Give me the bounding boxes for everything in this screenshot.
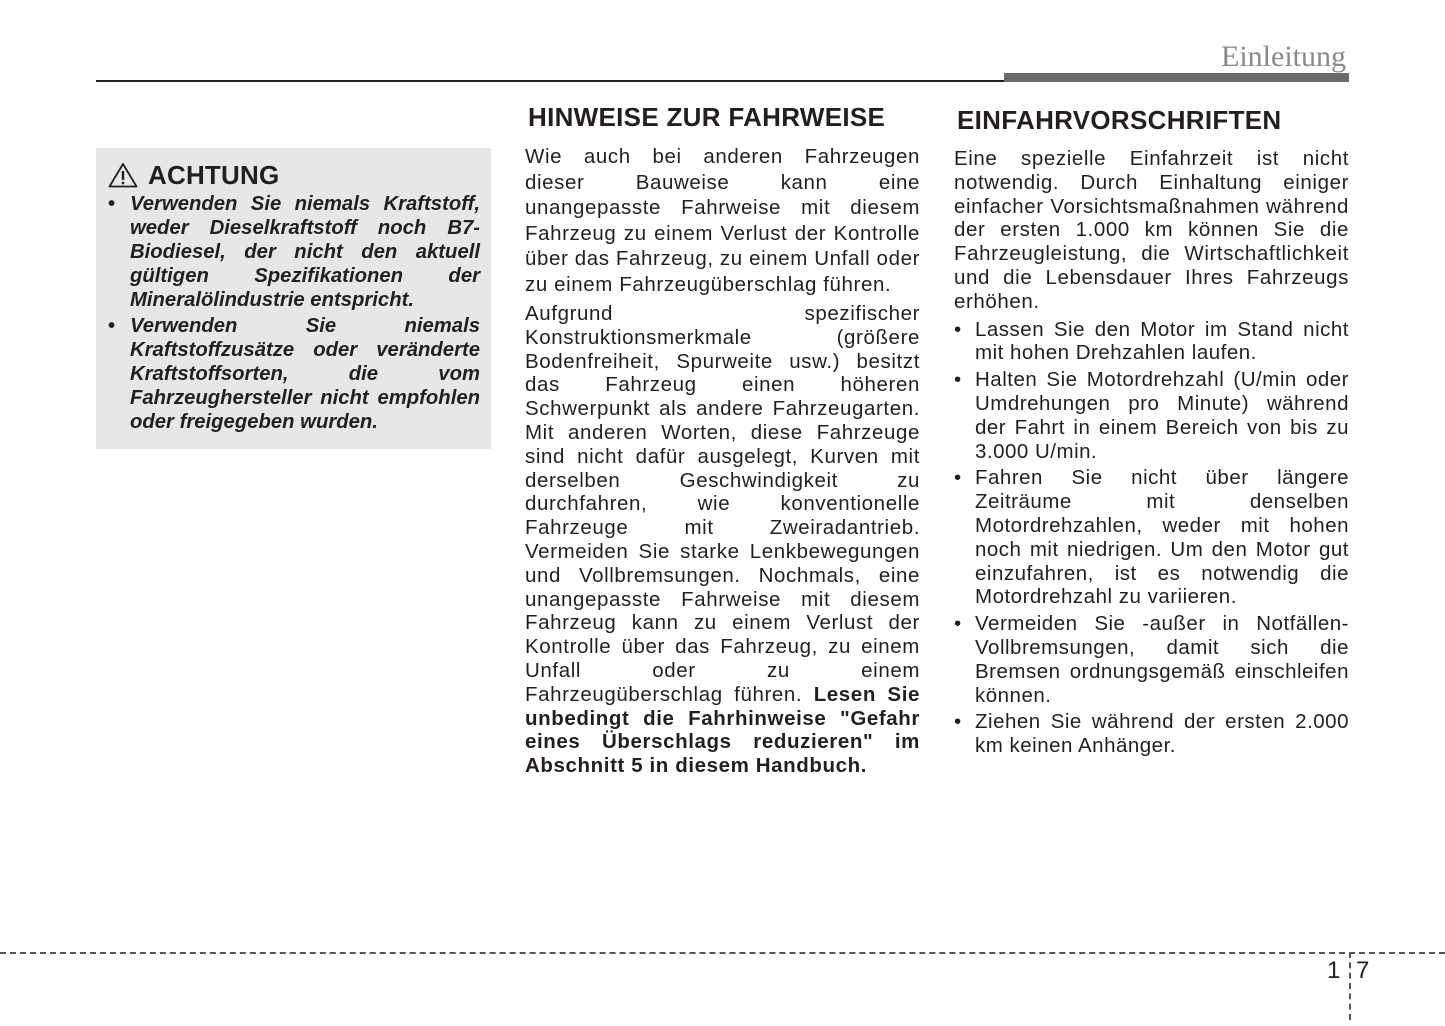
warning-header [108, 158, 480, 192]
breakin-heading: EINFAHRVORSCHRIFTEN [957, 105, 1282, 135]
warning-title: ACHTUNG [148, 159, 280, 190]
breakin-item: • Halten Sie Motordrehzahl (U/min oder Umdrehungen pro Minute) während der Fahrt in einem Bereich von bis zu 3.000 U/min. [954, 368, 1349, 463]
warning-item: • Verwenden Sie niemals Kraftstoff, weder Dieselkraftstoff noch B7-Biodiesel, der nicht den aktuell gültigen Spezifikationen der Mineralölindustrie entspricht. [108, 192, 480, 312]
header-rule [96, 80, 1006, 82]
breakin-intro: Eine spezielle Einfahrzeit ist nicht notwendig. Durch Einhaltung einiger einfacher Vorsichtsmaßnahmen während der ersten 1.000 km können Sie die Fahrzeugleistung, die Wirtschaftlichkeit und die Lebensdauer Ihres Fahrzeugs erhöhen. [954, 147, 1349, 313]
page-number-divider [1349, 952, 1351, 1020]
running-header: Einleitung [1221, 40, 1346, 73]
warning-triangle-icon [108, 162, 138, 188]
breakin-item: • Vermeiden Sie -außer in Notfällen- Vollbremsungen, damit sich die Bremsen ordnungsgemäß einschleifen können. [954, 612, 1349, 707]
breakin-item: • Ziehen Sie während der ersten 2.000 km keinen Anhänger. [954, 710, 1349, 758]
warning-item: • Verwenden Sie niemals Kraftstoffzusätze oder veränderte Kraftstoffsorten, die vom Fahrzeughersteller nicht empfohlen oder freigegeben wurden. [108, 314, 480, 434]
breakin-section [954, 100, 1349, 761]
driving-paragraph-2 [525, 302, 920, 778]
header-rule-accent [1004, 73, 1349, 82]
breakin-item: • Lassen Sie den Motor im Stand nicht mit hohen Drehzahlen laufen. [954, 318, 1349, 366]
breakin-list [954, 318, 1349, 758]
driving-section [525, 100, 920, 778]
footer-rule [0, 952, 1445, 954]
breakin-item: • Fahren Sie nicht über längere Zeiträume mit denselben Motordrehzahlen, weder mit hohen noch mit niedrigen. Um den Motor gut einzufahren, ist es notwendig die Motordrehzahl zu variieren. [954, 466, 1349, 609]
warning-list [108, 192, 480, 434]
warning-box [96, 148, 491, 449]
page-number: 7 [1356, 957, 1370, 984]
chapter-number: 1 [1327, 957, 1341, 984]
driving-paragraph-2-text: Aufgrund spezifischer Konstruktionsmerkmale (größere Bodenfreiheit, Spurweite usw.) besitzt das Fahrzeug einen höheren Schwerpunkt als andere Fahrzeugarten. Mit anderen Worten, diese Fahrzeuge sind nicht dafür ausgelegt, Kurven mit derselben Geschwindigkeit zu durchfahren, wie konventionelle Fahrzeuge mit Zweiradantrieb. Vermeiden Sie starke Lenkbewegungen und Vollbremsungen. Nochmals, eine unangepasste Fahrweise mit diesem Fahrzeug kann zu einem Verlust der Kontrolle über das Fahrzeug, zu einem Unfall oder zu einem Fahrzeugüberschlag führen. [525, 302, 920, 706]
driving-reference-note: Lesen Sie unbedingt die Fahrhinweise "Gefahr eines Überschlags reduzieren" im Abschnitt 5 in diesem Handbuch. [525, 682, 920, 778]
driving-paragraph-1: Wie auch bei anderen Fahrzeugen dieser Bauweise kann eine unangepasste Fahrweise mit diesem Fahrzeug zu einem Verlust der Kontrolle über das Fahrzeug, zu einem Unfall oder zu einem Fahrzeugüberschlag führen. [525, 145, 920, 296]
driving-heading: HINWEISE ZUR FAHRWEISE [528, 102, 886, 132]
